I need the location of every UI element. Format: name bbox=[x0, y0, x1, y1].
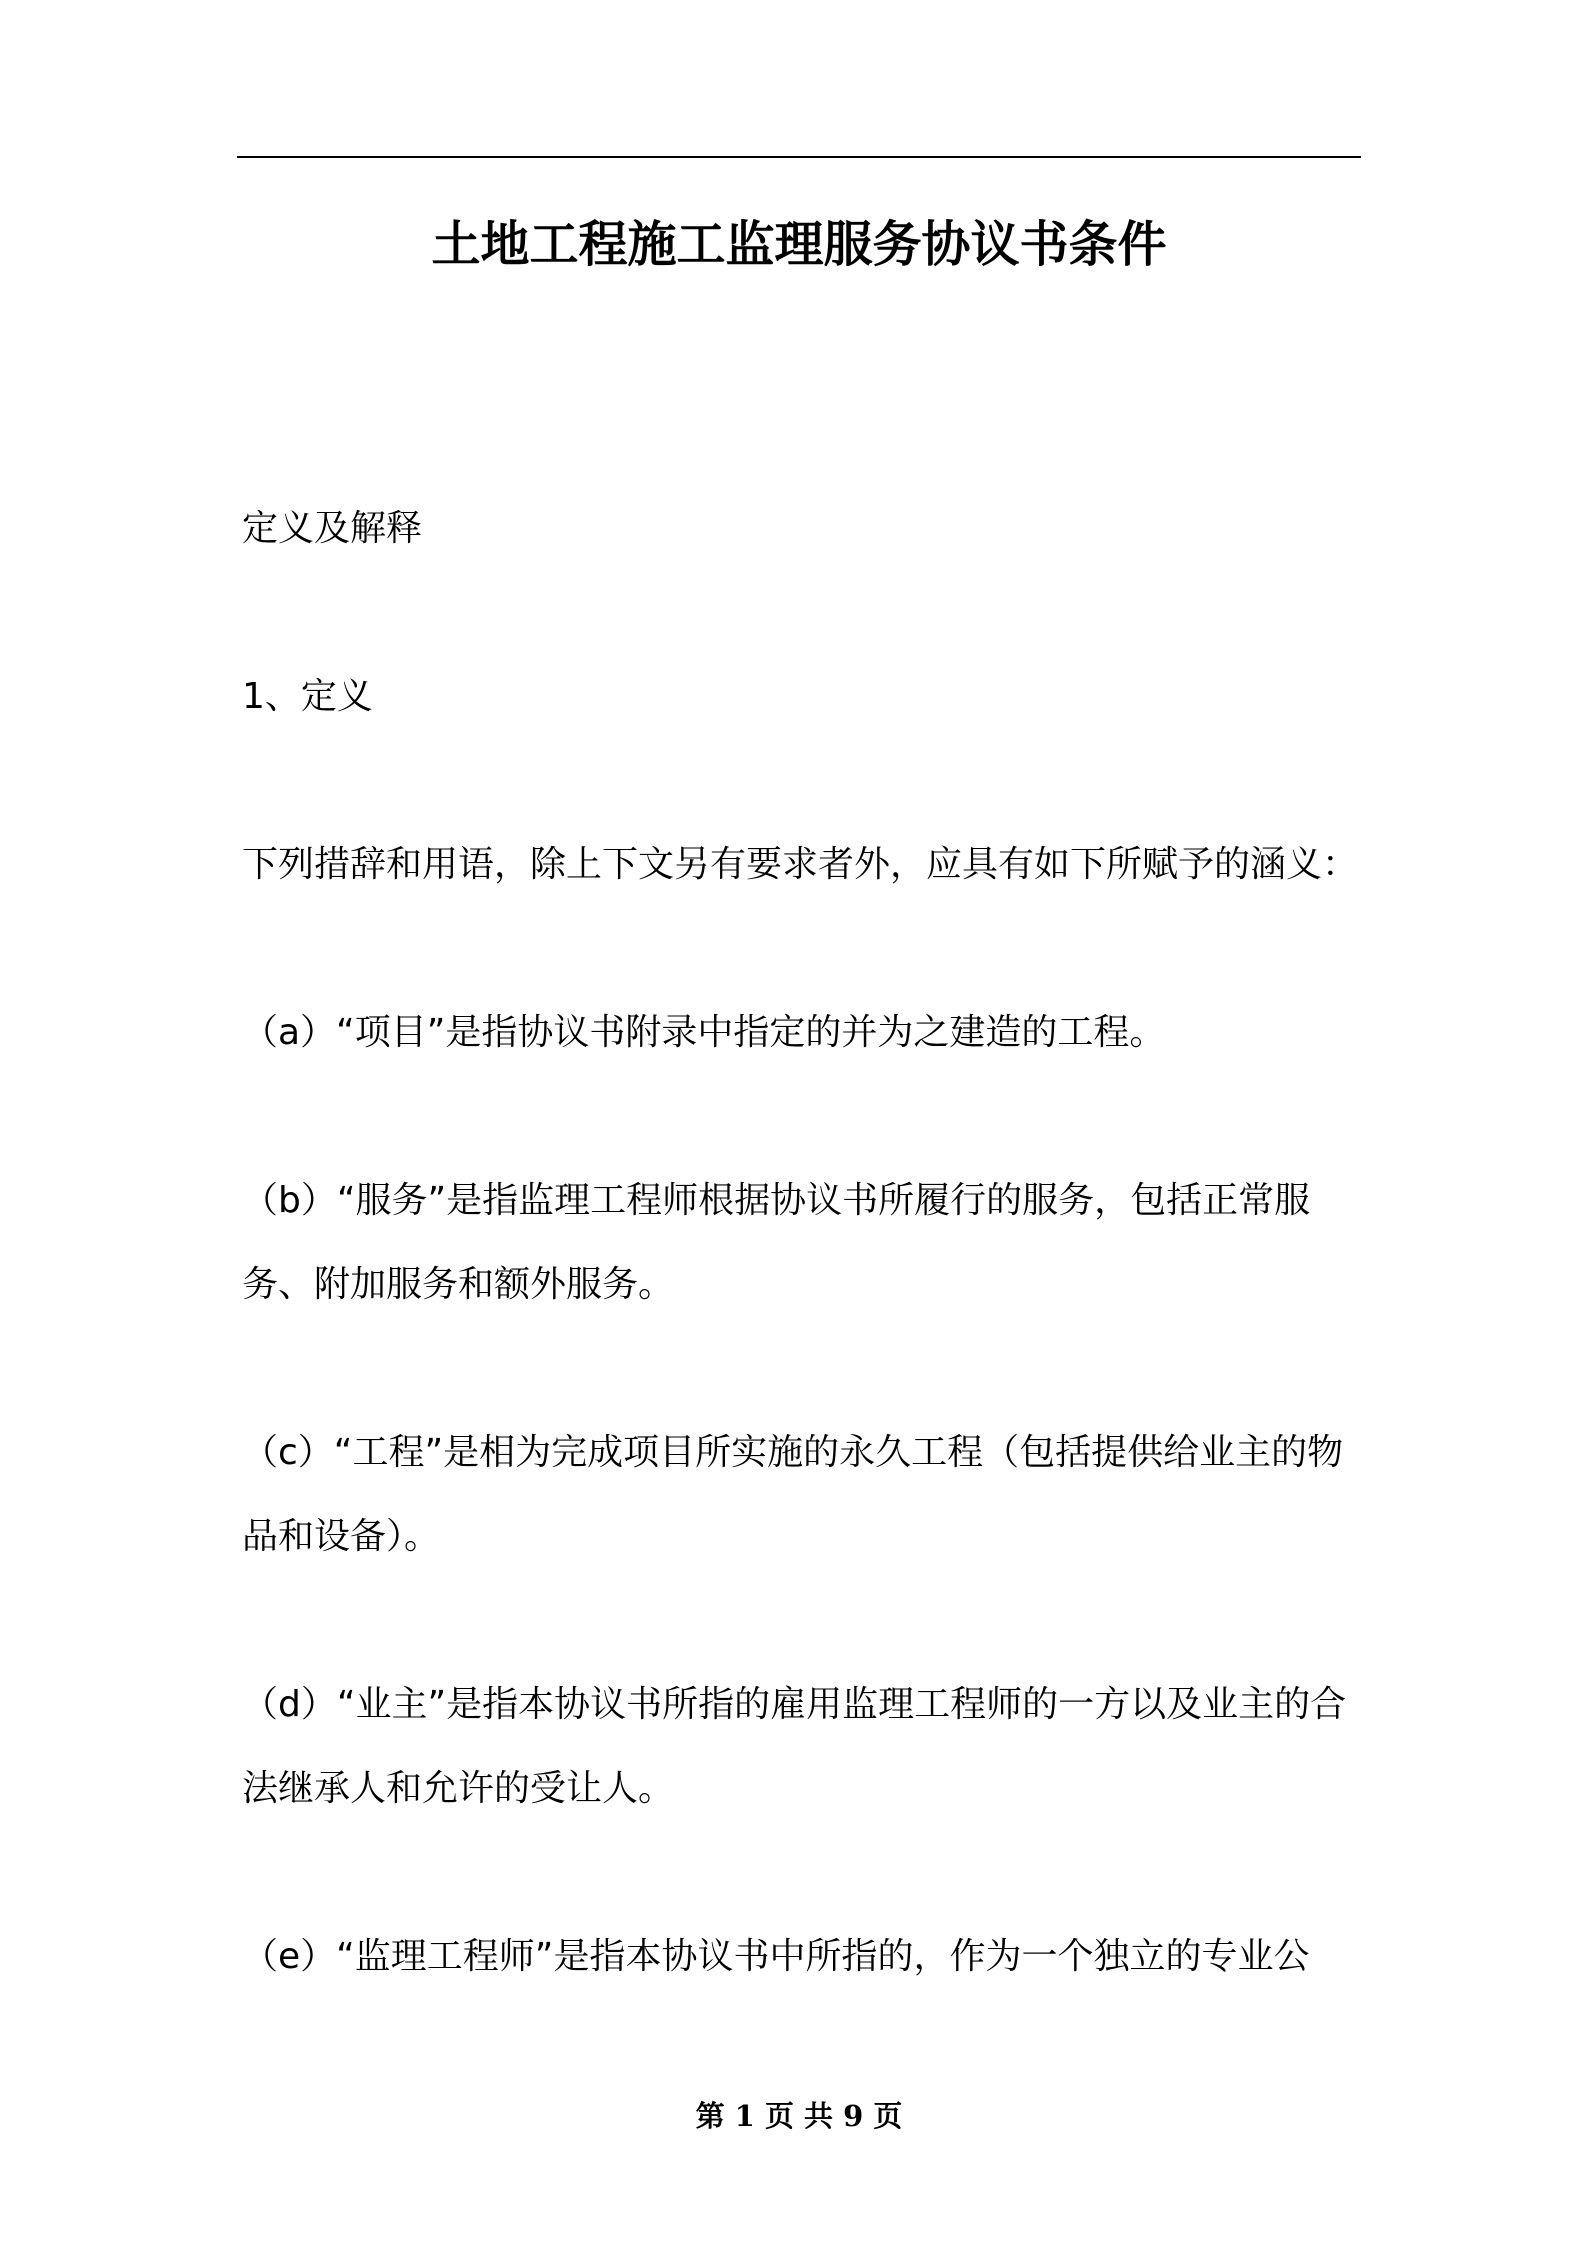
definition-d-employer: （d）“业主”是指本协议书所指的雇用监理工程师的一方以及业主的合法继承人和允许的受让人。 bbox=[242, 1684, 1347, 1809]
page-number-footer: 第 1 页 共 9 页 bbox=[695, 2099, 903, 2133]
section-heading-definitions: 定义及解释 bbox=[242, 508, 423, 549]
document-body bbox=[242, 487, 1362, 1999]
definition-b-services: （b）“服务”是指监理工程师根据协议书所履行的服务，包括正常服务、附加服务和额外服务。 bbox=[242, 1180, 1311, 1305]
definitions-intro: 下列措辞和用语，除上下文另有要求者外，应具有如下所赋予的涵义： bbox=[242, 844, 1359, 885]
header-rule bbox=[237, 156, 1361, 158]
definition-c-works: （c）“工程”是相为完成项目所实施的永久工程（包括提供给业主的物品和设备）。 bbox=[242, 1432, 1344, 1557]
document-title: 土地工程施工监理服务协议书条件 bbox=[431, 216, 1167, 273]
definition-e-engineer: （e）“监理工程师”是指本协议书中所指的，作为一个独立的专业公 bbox=[242, 1936, 1310, 1977]
definition-a-project: （a）“项目”是指协议书附录中指定的并为之建造的工程。 bbox=[242, 1012, 1166, 1053]
clause-1-heading: 1、定义 bbox=[242, 676, 373, 717]
